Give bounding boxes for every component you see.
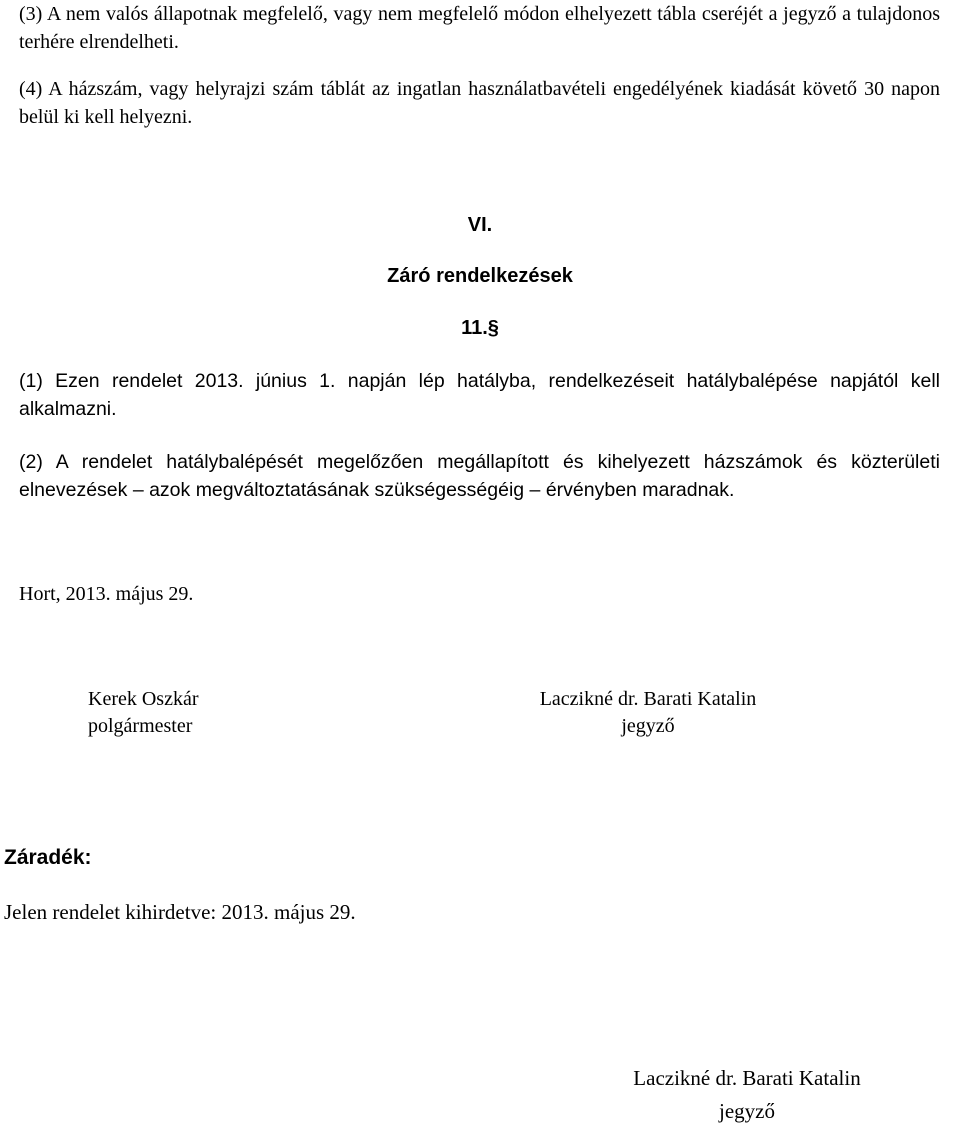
closing-heading: Záradék: <box>4 846 92 869</box>
closing-signatory-name: Laczikné dr. Barati Katalin <box>633 1066 861 1090</box>
closing-text: Jelen rendelet kihirdetve: 2013. május 29. <box>4 900 356 924</box>
paragraph-3: (3) A nem valós állapotnak megfelelő, vagy nem megfelelő módon elhelyezett tábla cseréjét a jegyző a tulajdonos terhére elrendelheti. <box>19 3 940 53</box>
closing-signature-block <box>608 1062 886 1128</box>
signatory-name-right: Laczikné dr. Barati Katalin <box>539 688 757 710</box>
chapter-number: VI. <box>467 214 493 236</box>
signature-block-left <box>88 686 199 740</box>
signatory-name-left: Kerek Oszkár <box>88 688 199 710</box>
closing-signatory-title: jegyző <box>719 1099 775 1123</box>
signature-block-right <box>521 686 775 740</box>
signatory-title-left: polgármester <box>88 715 193 737</box>
signatory-title-right: jegyző <box>621 715 675 737</box>
final-provision-1: (1) Ezen rendelet 2013. június 1. napján lép hatályba, rendelkezéseit hatálybalépése napjától kell alkalmazni. <box>19 370 940 420</box>
paragraph-4: (4) A házszám, vagy helyrajzi szám táblát az ingatlan használatbavételi engedélyének kiadását követő 30 napon belül ki kell helyezni. <box>19 78 940 128</box>
place-date: Hort, 2013. május 29. <box>19 583 194 605</box>
section-number: 11.§ <box>461 317 499 339</box>
final-provision-2: (2) A rendelet hatálybalépését megelőzően megállapított és kihelyezett házszámok és közterületi elnevezések – azok megváltoztatásának szükségességéig – érvényben maradnak. <box>19 451 940 501</box>
chapter-title: Záró rendelkezések <box>387 265 573 287</box>
